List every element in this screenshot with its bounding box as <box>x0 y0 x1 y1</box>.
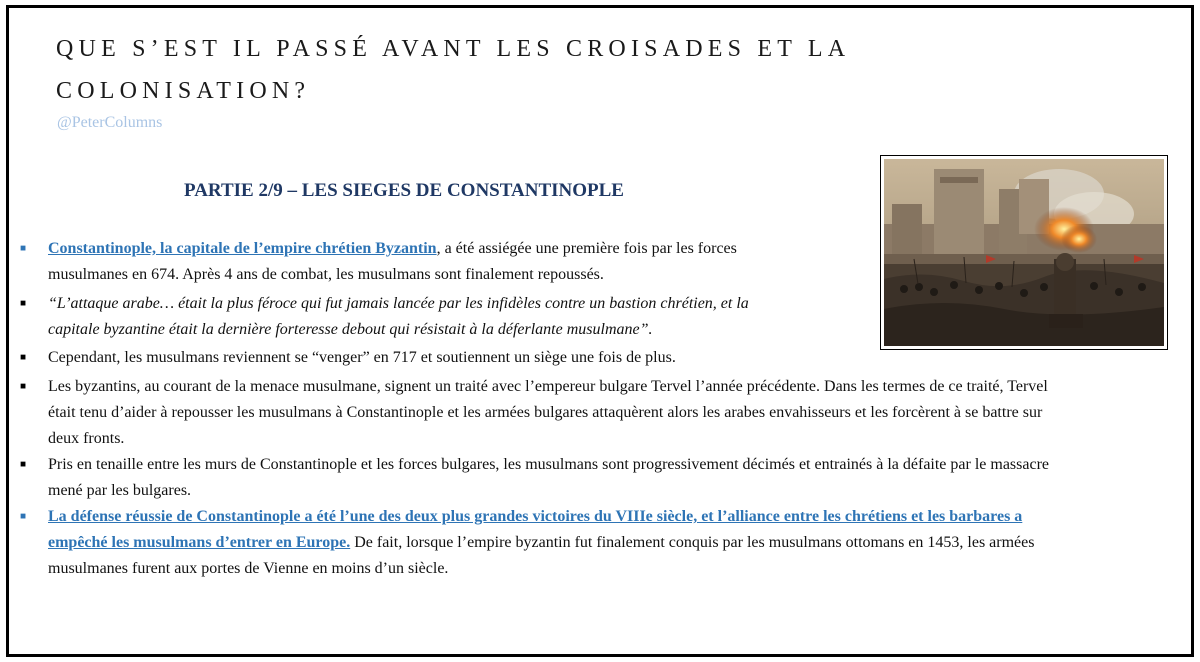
bullet-5-line-2: mené par les bulgares. <box>48 482 192 499</box>
bullet-1-line-2: musulmanes en 674. Après 4 ans de combat, les musulmans sont finalement repoussés. <box>48 266 604 283</box>
defense-victory-link-line-1[interactable]: La défense réussie de Constantinople a été l’une des deux plus grandes victoires du VIIIe siècle, et l’alliance entre les chrétiens et les barbares a <box>48 508 1023 525</box>
bullet-4-line-1: Les byzantins, au courant de la menace musulmane, signent un traité avec l’empereur bulgare Tervel l’année précédente. Dans les termes de ce traité, Tervel <box>48 378 1048 395</box>
byzantine-capital-link[interactable]: Constantinople, la capitale de l’empire chrétien Byzantin <box>48 240 437 257</box>
bullet-2-line-1: “L’attaque arabe… était la plus féroce qui fut jamais lancée par les infidèles contre un bastion chrétien, et la <box>48 295 749 312</box>
square-bullet-icon: ■ <box>20 298 27 309</box>
bullet-4-line-3: deux fronts. <box>48 430 125 447</box>
section-heading: PARTIE 2/9 – LES SIEGES DE CONSTANTINOPLE <box>184 180 624 201</box>
square-bullet-icon: ■ <box>20 511 27 522</box>
square-bullet-icon: ■ <box>20 381 27 392</box>
square-bullet-icon: ■ <box>20 459 27 470</box>
title-line-1: QUE S’EST IL PASSÉ AVANT LES CROISADES ET LA <box>56 36 851 62</box>
defense-victory-link-line-2[interactable]: empêché les musulmans d’entrer en Europe. <box>48 534 351 551</box>
square-bullet-icon: ■ <box>20 352 27 363</box>
bullet-5-line-1: Pris en tenaille entre les murs de Constantinople et les forces bulgares, les musulmans sont progressivement décimés et entrainés à la défaite par le massacre <box>48 456 1050 473</box>
bullet-1-line-1: , a été assiégée une première fois par les forces <box>436 240 737 257</box>
title-line-2: COLONISATION? <box>56 78 311 104</box>
siege-painting <box>880 155 1168 350</box>
page-title <box>56 28 956 112</box>
bullet-6-line-3: musulmanes furent aux portes de Vienne en moins d’un siècle. <box>48 560 449 577</box>
siege-painting-illustration <box>884 159 1164 346</box>
bullet-4-line-2: était tenu d’aider à repousser les musulmans à Constantinople et les armées bulgares attaquèrent alors les arabes envahisseurs et les forcèrent à se battre sur <box>48 404 1043 421</box>
square-bullet-icon: ■ <box>20 243 27 254</box>
bullet-3-line-1: Cependant, les musulmans reviennent se “venger” en 717 et soutiennent un siège une fois de plus. <box>48 349 676 366</box>
bullet-2-line-2: capitale byzantine était la dernière forteresse debout qui résistait à la déferlante musulmane”. <box>48 321 653 338</box>
author-handle[interactable]: @PeterColumns <box>57 114 163 131</box>
bullet-6-line-2: De fait, lorsque l’empire byzantin fut finalement conquis par les musulmans ottomans en 1453, les armées <box>350 534 1035 551</box>
